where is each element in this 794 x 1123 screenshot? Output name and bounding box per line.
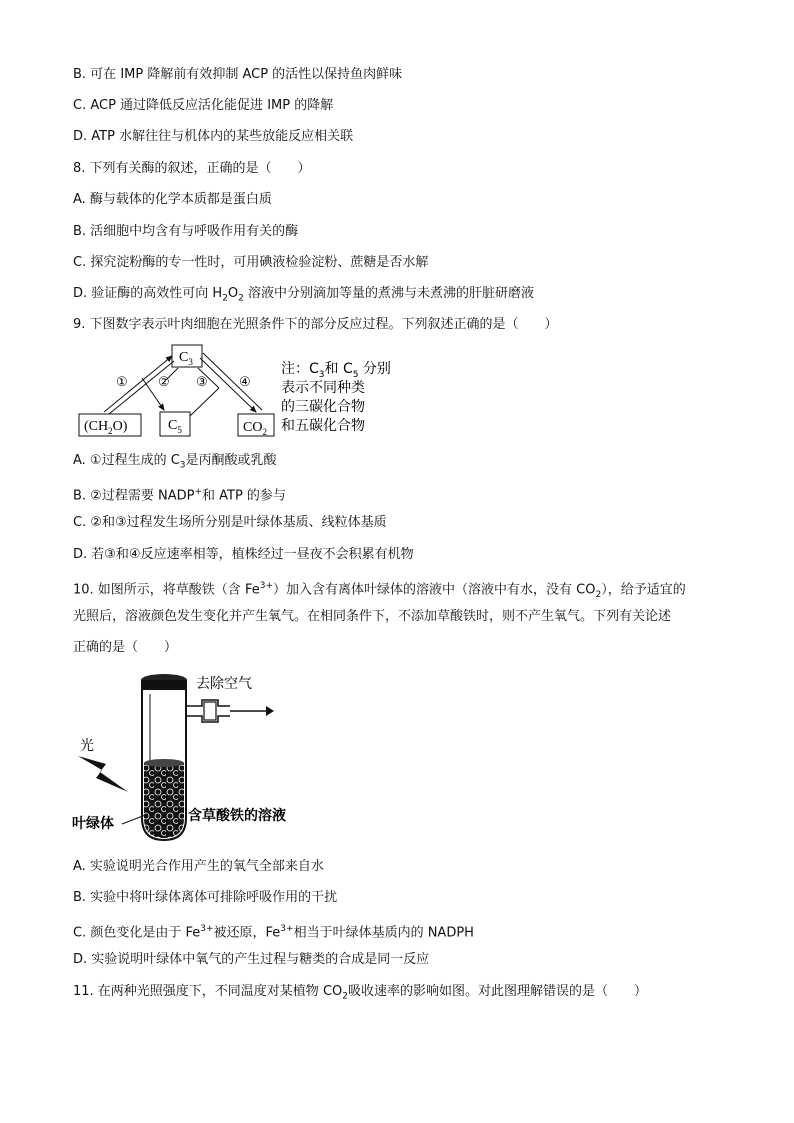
question-11: 11. 在两种光照强度下，不同温度对某植物 $CO_2$吸收速率的影响如图。对此图理解错误的是（ ） (73, 984, 647, 1002)
option-9b: B. ②过程需要 NADP+和 ATP 的参与 (73, 487, 286, 504)
chloroplast-label: 叶绿体 (72, 816, 114, 832)
option-9d: D. 若③和④反应速率相等，植株经过一昼夜不会积累有机物 (73, 547, 414, 562)
process-1-label: ① (116, 374, 128, 389)
svg-text:表示不同种类: 表示不同种类 (281, 380, 365, 396)
c3-label: C (179, 350, 189, 365)
question-10-line-1: 10. 如图所示，将草酸铁（含 $Fe^{3+}$）加入含有离体叶绿体的溶液中（溶液中有水，没有 $CO_2$），给予适宜的 (73, 581, 686, 600)
option-10d: D. 实验说明叶绿体中氧气的产生过程与糖类的合成是同一反应 (73, 952, 430, 967)
svg-text:的三碳化合物: 的三碳化合物 (281, 399, 365, 415)
svg-text:注：C3和 C5 分别: 注：$C_3$和 $C_5$ 分别 (281, 361, 391, 380)
question-9: 9. 下图数字表示叶肉细胞在光照条件下的部分反应过程。下列叙述正确的是（ ） (73, 317, 558, 332)
c5-label: C (168, 418, 178, 433)
process-4-label: ④ (239, 374, 251, 389)
option-10b: B. 实验中将叶绿体离体可排除呼吸作用的干扰 (73, 890, 338, 905)
svg-text:和五碳化合物: 和五碳化合物 (281, 418, 365, 434)
diagram-note: 注：C (281, 361, 319, 377)
solution-label: 含草酸铁的溶液 (188, 808, 286, 824)
light-label: 光 (80, 738, 94, 754)
option-8a: A. 酶与载体的化学本质都是蛋白质 (73, 192, 272, 207)
diagram-9-calvin-cycle (76, 340, 406, 445)
process-2-label: ② (158, 374, 170, 389)
option-9a: A. ①过程生成的 $C_3$是丙酮酸或乳酸 (73, 453, 277, 471)
option-10a: A. 实验说明光合作用产生的氧气全部来自水 (73, 859, 324, 874)
remove-air-label: 去除空气 (196, 676, 252, 692)
process-3-label: ③ (196, 374, 208, 389)
svg-text:C5: $C_5$ (168, 418, 182, 435)
option-7d: D. ATP 水解往往与机体内的某些放能反应相关联 (73, 129, 354, 144)
option-8d: D. 验证酶的高效性可向 $H_2O_2$ 溶液中分别滴加等量的煮沸与未煮沸的肝脏研磨液 (73, 286, 535, 304)
option-7b: B. 可在 IMP 降解前有效抑制 ACP 的活性以保持鱼肉鲜味 (73, 67, 403, 82)
option-10c: C. 颜色变化是由于 $Fe^{3+}$被还原，$Fe^{3+}$相当于叶绿体基质内的 NADPH (73, 924, 474, 941)
question-10-line-2: 光照后，溶液颜色发生变化并产生氧气。在相同条件下，不添加草酸铁时，则不产生氧气。下列有关论述 (73, 609, 672, 624)
question-8: 8. 下列有关酶的叙述，正确的是（ ） (73, 161, 311, 176)
svg-text:(CH2O): $(CH_2O)$ (84, 419, 128, 436)
option-7c: C. ACP 通过降低反应活化能促进 IMP 的降解 (73, 98, 334, 113)
svg-text:CO2: $CO_2$ (243, 420, 267, 437)
question-10-line-3: 正确的是（ ） (73, 640, 178, 655)
co2-label: CO (243, 420, 263, 435)
option-9c: C. ②和③过程发生场所分别是叶绿体基质、线粒体基质 (73, 515, 387, 530)
svg-text:C3: $C_3$ (179, 350, 193, 367)
option-8b: B. 活细胞中均含有与呼吸作用有关的酶 (73, 224, 299, 239)
diagram-10-test-tube (70, 668, 310, 843)
option-8c: C. 探究淀粉酶的专一性时，可用碘液检验淀粉、蔗糖是否水解 (73, 255, 429, 270)
ch2o-label: (CH (84, 419, 109, 434)
